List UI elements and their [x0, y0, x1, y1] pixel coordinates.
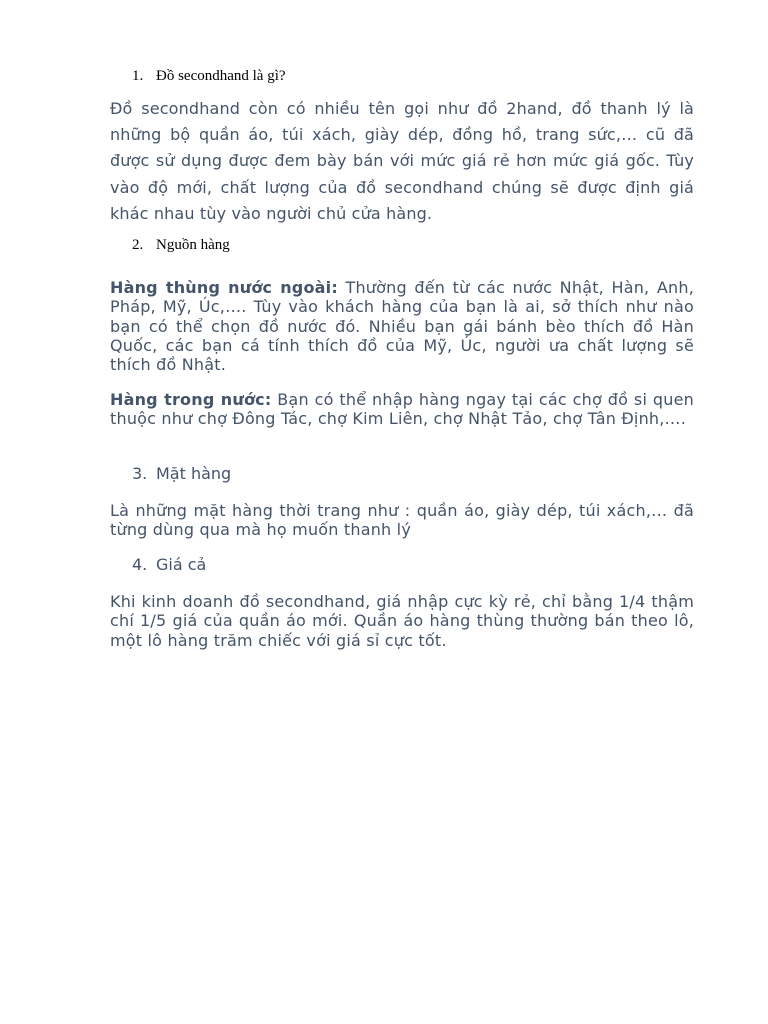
section-number: 1. [132, 68, 144, 84]
section-title: Nguồn hàng [156, 237, 230, 253]
section-number: 3. [132, 464, 148, 483]
imported-goods-paragraph [110, 278, 694, 374]
definition-paragraph: Đồ secondhand còn có nhiều tên gọi như đồ 2hand, đồ thanh lý là những bộ quần áo, túi xách, giày dép, đồng hồ, trang sức,… cũ đã được sử dụng được đem bày bán với mức giá rẻ hơn mức giá gốc. Tùy vào độ mới, chất lượng của đồ secondhand chúng sẽ được định giá khác nhau tùy vào người chủ cửa hàng. [110, 99, 694, 223]
section-title: Mặt hàng [156, 464, 232, 483]
section-heading-2 [132, 237, 230, 254]
section-title: Đồ secondhand là gì? [156, 68, 286, 84]
section-heading-3 [132, 464, 231, 483]
price-paragraph: Khi kinh doanh đồ secondhand, giá nhập cực kỳ rẻ, chỉ bằng 1/4 thậm chí 1/5 giá của quần áo mới. Quần áo hàng thùng thường bán theo lô, một lô hàng trăm chiếc với giá sỉ cực tốt. [110, 592, 694, 650]
items-paragraph: Là những mặt hàng thời trang như : quần áo, giày dép, túi xách,… đã từng dùng qua mà họ muốn thanh lý [110, 501, 694, 540]
domestic-goods-label: Hàng trong nước: [110, 390, 272, 409]
imported-goods-text: Thường đến từ các nước Nhật, Hàn, Anh, Pháp, Mỹ, Úc,…. Tùy vào khách hàng của bạn là ai, sở thích như nào bạn có thể chọn đồ nước đó. Nhiều bạn gái bánh bèo thích đồ Hàn Quốc, các bạn cá tính thích đồ của Mỹ, Úc, người ưa chất lượng sẽ thích đồ Nhật. [110, 278, 694, 375]
domestic-goods-text: Bạn có thể nhập hàng ngay tại các chợ đồ si quen thuộc như chợ Đông Tác, chợ Kim Liên, chợ Nhật Tảo, chợ Tân Định,…. [110, 390, 695, 429]
section-number: 4. [132, 555, 148, 574]
imported-goods-label: Hàng thùng nước ngoài: [110, 278, 338, 297]
section-title: Giá cả [156, 555, 207, 574]
domestic-goods-paragraph [110, 390, 694, 429]
section-number: 2. [132, 237, 144, 253]
section-heading-4 [132, 555, 206, 574]
section-heading-1 [132, 68, 286, 85]
